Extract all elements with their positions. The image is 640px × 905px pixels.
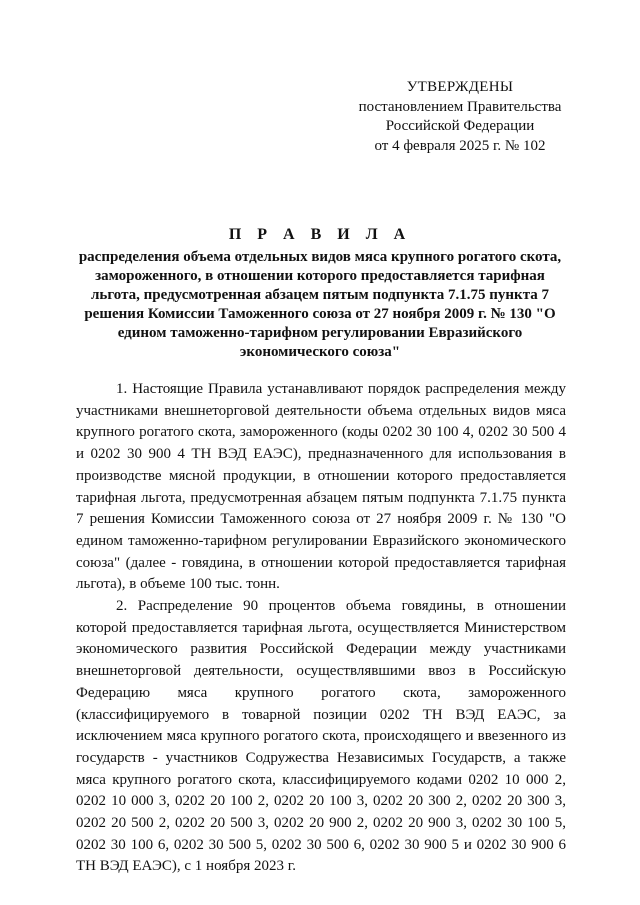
approval-line-1: постановлением Правительства bbox=[358, 98, 562, 115]
document-body bbox=[76, 379, 566, 878]
document-subtitle: распределения объема отдельных видов мяса крупного рогатого скота, замороженного, в отношении которого предоставляется тарифная льгота, предусмотренная абзацем пятым подпункта 7.1.75 пункта 7 решения Комиссии Таможенного союза от 27 ноября 2009 г. № 130 "О едином таможенно-тарифном регулировании Евразийского экономического союза" bbox=[78, 249, 562, 360]
document-title: П Р А В И Л А bbox=[228, 226, 412, 243]
approval-line-3: от 4 февраля 2025 г. № 102 bbox=[374, 137, 546, 154]
paragraph-2: 2. Распределение 90 процентов объема говядины, в отношении которой предоставляется тарифная льгота, осуществляется Министерством экономического развития Российской Федерации между участниками внешнеторговой деятельности, осуществлявшими ввоз в Российскую Федерацию мяса крупного рогатого скота, замороженного (классифицируемого в товарной позиции 0202 ТН ВЭД ЕАЭС, за исключением мяса крупного рогатого скота, происходящего и ввезенного из государств - участников Содружества Независимых Государств, а также мяса крупного рогатого скота, классифицируемого кодами 0202 10 000 2, 0202 10 000 3, 0202 20 100 2, 0202 20 100 3, 0202 20 300 2, 0202 20 300 3, 0202 20 500 2, 0202 20 500 3, 0202 20 900 2, 0202 20 900 3, 0202 30 100 5, 0202 30 100 6, 0202 30 500 5, 0202 30 500 6, 0202 30 900 5 и 0202 30 900 6 ТН ВЭД ЕАЭС), с 1 ноября 2023 г. bbox=[76, 598, 566, 875]
paragraph-1: 1. Настоящие Правила устанавливают порядок распределения между участниками внешнеторговой деятельности объема отдельных видов мяса крупного рогатого скота, замороженного (коды 0202 30 100 4, 0202 30 500 4 и 0202 30 900 4 ТН ВЭД ЕАЭС), предназначенного для использования в производстве мясной продукции, в отношении которого предоставляется тарифная льгота, предусмотренная абзацем пятым подпункта 7.1.75 пункта 7 решения Комиссии Таможенного союза от 27 ноября 2009 г. № 130 "О едином таможенно-тарифном регулировании Евразийского экономического союза" (далее - говядина, в отношении которой предоставляется тарифная льгота), в объеме 100 тыс. тонн. bbox=[76, 381, 566, 593]
approval-stamp bbox=[340, 78, 580, 156]
approval-heading: УТВЕРЖДЕНЫ bbox=[406, 79, 514, 95]
approval-line-2: Российской Федерации bbox=[385, 118, 535, 134]
